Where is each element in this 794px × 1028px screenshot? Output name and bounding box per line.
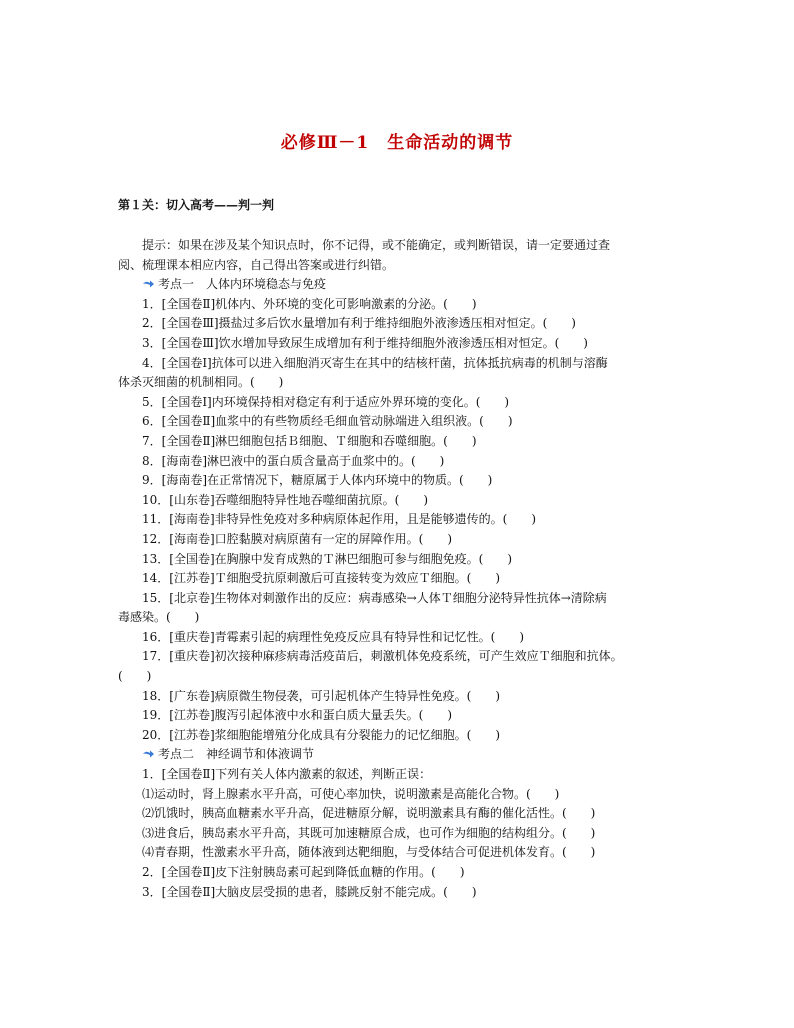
topic-label: 考点二 神经调节和体液调节 — [158, 747, 315, 762]
question-item: 10．[山东卷]吞噬细胞特异性地吞噬细菌抗原。( ) — [142, 492, 428, 507]
topic-heading — [118, 745, 683, 765]
question-item-continued: ( ) — [118, 669, 152, 684]
question-item-continued: 体杀灭细菌的机制相同。( ) — [118, 375, 284, 390]
question-item: 2．[全国卷Ⅱ]皮下注射胰岛素可起到降低血糖的作用。( ) — [142, 865, 465, 879]
question-item: 1．[全国卷Ⅱ]下列有关人体内激素的叙述，判断正误： — [142, 767, 432, 782]
question-subitem: ⑵饥饿时，胰高血糖素水平升高，促进糖原分解，说明激素具有酶的催化活性。( ) — [142, 806, 596, 821]
arrow-icon — [142, 279, 155, 289]
question-item: 15．[北京卷]生物体对刺激作出的反应：病毒感染→人体Ｔ细胞分泌特异性抗体→清除病 — [142, 590, 607, 605]
question-subitem: ⑴运动时，肾上腺素水平升高，可使心率加快，说明激素是高能化合物。( ) — [142, 786, 560, 801]
arrow-icon — [142, 749, 155, 759]
question-item: 19．[江苏卷]腹泻引起体液中水和蛋白质大量丢失。( ) — [142, 708, 452, 723]
section-heading: 第１关：切入高考——判一判 — [118, 198, 275, 212]
question-item: 5．[全国卷Ⅰ]内环境保持相对稳定有利于适应外界环境的变化。( ) — [142, 394, 510, 409]
question-item: 8．[海南卷]淋巴液中的蛋白质含量高于血浆中的。( ) — [142, 453, 445, 468]
question-item: 1．[全国卷Ⅱ]机体内、外环境的变化可影响激素的分泌。( ) — [142, 296, 477, 311]
question-item: 12．[海南卷]口腔黏膜对病原菌有一定的屏障作用。( ) — [142, 531, 452, 546]
question-subitem: ⑷青春期，性激素水平升高，随体液到达靶细胞，与受体结合可促进机体发育。( ) — [142, 845, 596, 860]
hint-line: 提示：如果在涉及某个知识点时，你不记得，或不能确定，或判断错误，请一定要通过查 — [142, 238, 611, 252]
page-title: 必修Ⅲ－1 生命活动的调节 — [280, 133, 514, 153]
question-item-continued: 毒感染。( ) — [118, 610, 200, 625]
topic-heading — [118, 275, 683, 295]
question-item: 6．[全国卷Ⅱ]血浆中的有些物质经毛细血管动脉端进入组织液。( ) — [142, 414, 513, 429]
question-subitem: ⑶进食后，胰岛素水平升高，其既可加速糖原合成，也可作为细胞的结构组分。( ) — [142, 825, 596, 840]
question-item: 14．[江苏卷]Ｔ细胞受抗原刺激后可直接转变为效应Ｔ细胞。( ) — [142, 571, 500, 586]
question-item: 2．[全国卷Ⅲ]摄盐过多后饮水量增加有利于维持细胞外液渗透压相对恒定。( ) — [142, 316, 576, 331]
question-item: 17．[重庆卷]初次接种麻疹病毒活疫苗后，刺激机体免疫系统，可产生效应Ｔ细胞和抗体。 — [142, 649, 623, 664]
question-item: 3．[全国卷Ⅱ]大脑皮层受损的患者，膝跳反射不能完成。( ) — [142, 884, 477, 899]
question-item: 7．[全国卷Ⅱ]淋巴细胞包括Ｂ细胞、Ｔ细胞和吞噬细胞。( ) — [142, 433, 477, 448]
question-item: 3．[全国卷Ⅲ]饮水增加导致尿生成增加有利于维持细胞外液渗透压相对恒定。( ) — [142, 335, 588, 350]
question-item: 4．[全国卷Ⅰ]抗体可以进入细胞消灭寄生在其中的结核杆菌，抗体抵抗病毒的机制与溶酶 — [142, 355, 608, 370]
question-item: 18．[广东卷]病原微生物侵袭，可引起机体产生特异性免疫。( ) — [142, 688, 500, 703]
question-item: 9．[海南卷]在正常情况下，糖原属于人体内环境中的物质。( ) — [142, 473, 493, 488]
question-item: 11．[海南卷]非特异性免疫对多种病原体起作用，且是能够遗传的。( ) — [142, 512, 536, 527]
question-item: 20．[江苏卷]浆细胞能增殖分化成具有分裂能力的记忆细胞。( ) — [142, 727, 500, 742]
question-item: 13．[全国卷]在胸腺中发育成熟的Ｔ淋巴细胞可参与细胞免疫。( ) — [142, 551, 512, 566]
topic-label: 考点一 人体内环境稳态与免疫 — [158, 277, 327, 292]
question-item: 16．[重庆卷]青霉素引起的病理性免疫反应具有特异性和记忆性。( ) — [142, 629, 524, 644]
document-body — [118, 236, 683, 902]
hint-line: 阅、梳理课本相应内容，自己得出答案或进行纠错。 — [118, 257, 395, 272]
